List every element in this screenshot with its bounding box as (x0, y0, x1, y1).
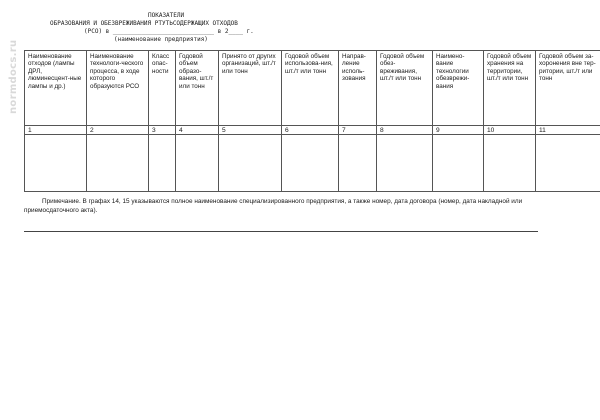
column-header: Наименование отходов (лампы ДРЛ, люминесцент-ные лампы и др.) (25, 51, 87, 126)
doc-enterprise-caption: (наименование предприятия) (114, 36, 208, 43)
doc-subtitle: ОБРАЗОВАНИЯ И ОБЕЗВРЕЖИВАНИЯ РТУТЬСОДЕРЖАЩИХ ОТХОДОВ (50, 20, 238, 27)
table-cell (149, 135, 176, 192)
table-cell (484, 135, 536, 192)
table-header-row (25, 51, 600, 126)
watermark-text: normdocs.ru (8, 39, 19, 114)
column-header: Годовой объем образо-вания, шт./т или тонн (176, 51, 219, 126)
column-number: 4 (176, 126, 219, 135)
column-header: Наимено-вание технологии обезврежи-вания (433, 51, 484, 126)
table-cell (377, 135, 433, 192)
footnote: Примечание. В графах 14, 15 указываются полное наименование специализированного предприятия, а также номер, дата договора (номер, дата накладной или приемосдаточного акта). (24, 198, 523, 214)
column-header: Годовой объем обез-вреживания, шт./т или тонн (377, 51, 433, 126)
table-cell (87, 135, 149, 192)
table-data-row (25, 135, 600, 192)
signature-line (24, 231, 538, 232)
column-number: 10 (484, 126, 536, 135)
column-number: 6 (282, 126, 339, 135)
table-cell (339, 135, 377, 192)
table-number-row (25, 126, 600, 135)
column-header: Принято от других организаций, шт./т или тонн (219, 51, 282, 126)
column-header: Класс опас-ности (149, 51, 176, 126)
table-cell (433, 135, 484, 192)
column-number: 8 (377, 126, 433, 135)
column-header: Направ-ление исполь-зования (339, 51, 377, 126)
column-number: 9 (433, 126, 484, 135)
table-cell (25, 135, 87, 192)
column-header: Годовой объем за-хоронения вне тер-ритории, шт./т или тонн (536, 51, 600, 126)
column-number: 7 (339, 126, 377, 135)
table-cell (219, 135, 282, 192)
doc-period-line: (РСО) в ____________________________ в 2____ г. (84, 28, 254, 35)
doc-title: ПОКАЗАТЕЛИ (148, 12, 185, 19)
indicators-table (24, 50, 600, 192)
table-cell (536, 135, 600, 192)
column-number: 3 (149, 126, 176, 135)
column-number: 1 (25, 126, 87, 135)
column-header: Наименование технологи-ческого процесса, в ходе которого образуются РСО (87, 51, 149, 126)
column-header: Годовой объем хранения на территории, шт./т или тонн (484, 51, 536, 126)
table-cell (282, 135, 339, 192)
table-cell (176, 135, 219, 192)
column-number: 2 (87, 126, 149, 135)
column-number: 11 (536, 126, 600, 135)
column-number: 5 (219, 126, 282, 135)
column-header: Годовой объем использова-ния, шт./т или тонн (282, 51, 339, 126)
